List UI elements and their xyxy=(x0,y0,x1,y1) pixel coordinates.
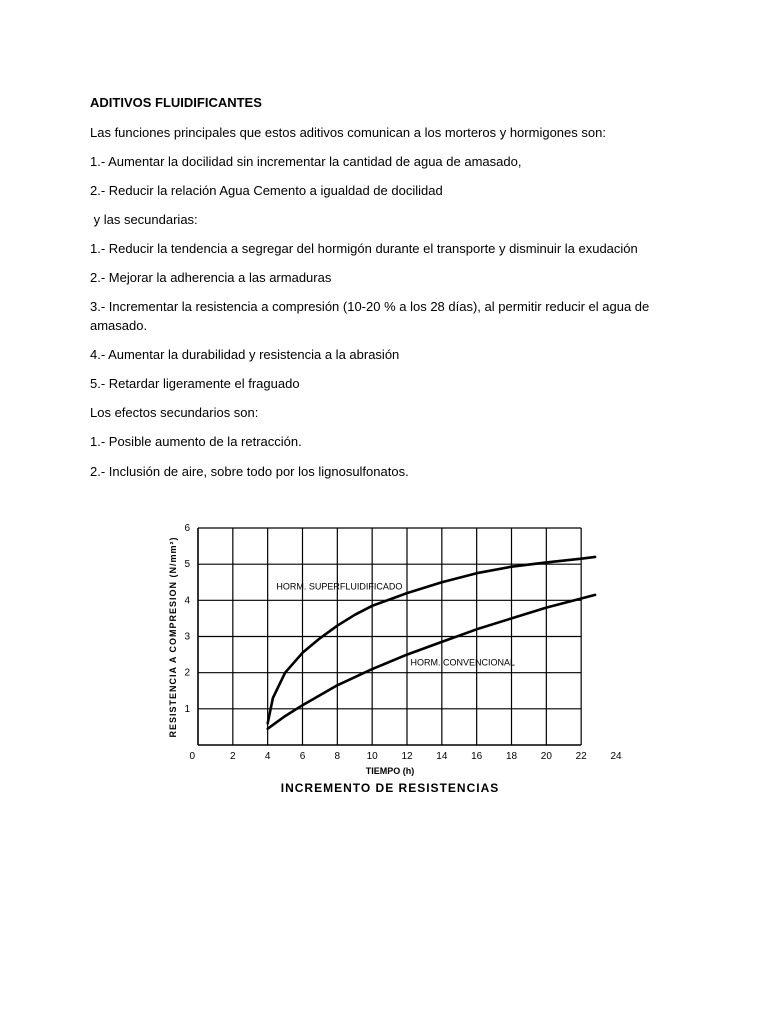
y-tick-label: 1 xyxy=(184,703,190,715)
secondary-function-item: 4.- Aumentar la durabilidad y resistencia a la abrasión xyxy=(90,347,400,362)
y-tick-label: 4 xyxy=(184,595,190,607)
secondary-intro: y las secundarias: xyxy=(90,212,198,227)
x-tick-label: 14 xyxy=(436,751,448,762)
series-label: HORM. SUPERFLUIDIFICADO xyxy=(276,581,403,592)
y-tick-label: 6 xyxy=(184,523,190,534)
secondary-function-item: 2.- Mejorar la adherencia a las armaduras xyxy=(90,270,332,285)
x-tick-label: 16 xyxy=(471,751,483,762)
x-tick-label: 4 xyxy=(264,751,271,762)
x-tick-label: 2 xyxy=(230,751,236,762)
y-axis-label: RESISTENCIA A COMPRESION (N/mm²) xyxy=(168,536,178,738)
chart-title: INCREMENTO DE RESISTENCIAS xyxy=(280,781,500,795)
primary-function-item: 2.- Reducir la relación Agua Cemento a igualdad de docilidad xyxy=(90,183,443,198)
y-tick-label: 2 xyxy=(184,667,190,679)
side-effects-intro: Los efectos secundarios son: xyxy=(90,405,259,420)
series-label: HORM. CONVENCIONAL xyxy=(410,657,515,668)
x-tick-label: 20 xyxy=(540,751,552,762)
y-tick-label: 5 xyxy=(184,559,190,571)
x-tick-label: 24 xyxy=(610,751,622,762)
x-axis-label: TIEMPO (h) xyxy=(365,766,415,776)
x-tick-label: 0 xyxy=(189,751,195,762)
x-tick-label: 10 xyxy=(366,751,378,762)
side-effect-item: 1.- Posible aumento de la retracción. xyxy=(90,434,302,449)
x-tick-label: 6 xyxy=(299,751,306,762)
x-tick-label: 18 xyxy=(505,751,518,762)
side-effect-item: 2.- Inclusión de aire, sobre todo por los lignosulfonatos. xyxy=(90,464,409,479)
primary-function-item: 1.- Aumentar la docilidad sin incrementar la cantidad de agua de amasado, xyxy=(90,154,522,169)
y-tick-label: 3 xyxy=(184,631,190,643)
x-tick-label: 8 xyxy=(334,751,341,762)
intro-paragraph: Las funciones principales que estos aditivos comunican a los morteros y hormigones son: xyxy=(90,125,606,140)
x-tick-label: 12 xyxy=(401,751,413,762)
strength-chart xyxy=(140,512,620,802)
secondary-function-item: 1.- Reducir la tendencia a segregar del hormigón durante el transporte y disminuir la exudación xyxy=(90,241,638,256)
secondary-function-item: 3.- Incrementar la resistencia a compresión (10-20 % a los 28 días), al permitir reducir el agua de amasado. xyxy=(90,299,650,333)
x-tick-label: 22 xyxy=(575,751,587,762)
secondary-function-item: 5.- Retardar ligeramente el fraguado xyxy=(90,376,300,391)
document-title: ADITIVOS FLUIDIFICANTES xyxy=(90,95,262,110)
